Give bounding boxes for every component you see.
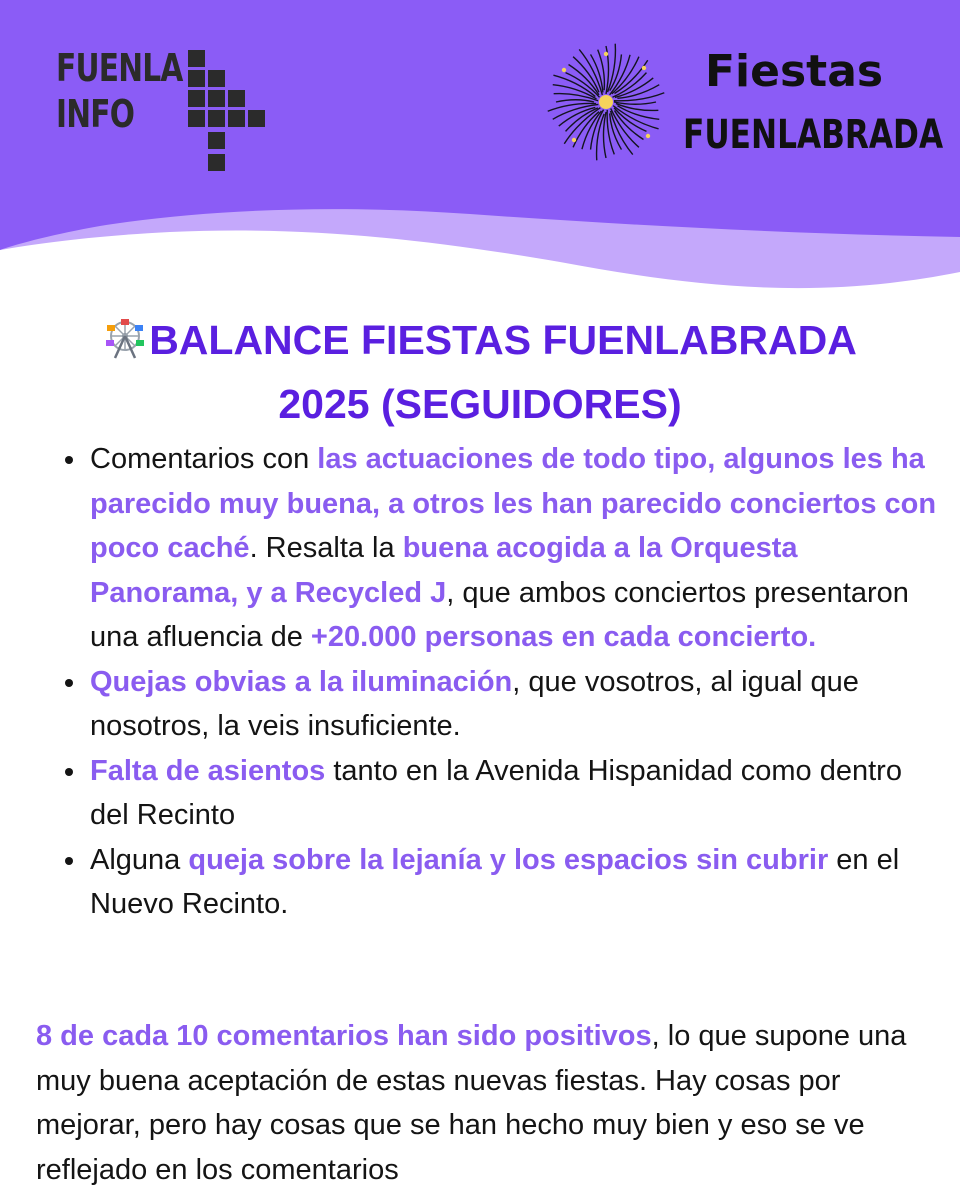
point-text: tanto en la Avenida Hispanidad como dentro del Recinto bbox=[90, 754, 902, 831]
point-text: , que vosotros, al igual que nosotros, la veis insuficiente. bbox=[90, 665, 859, 742]
list-item bbox=[90, 660, 940, 749]
summary-text: , lo que supone una muy buena aceptación de estas nuevas fiestas. Hay cosas por mejorar, pero hay cosas que se han hecho muy bien y eso se ve reflejado en los comentarios bbox=[36, 1020, 907, 1186]
logo-line2: INFO bbox=[56, 92, 135, 136]
point-text: Comentarios con bbox=[90, 443, 318, 475]
list-item bbox=[90, 437, 940, 660]
summary-highlight: 8 de cada 10 comentarios han sido positivos bbox=[36, 1020, 652, 1052]
balance-points-list bbox=[90, 437, 940, 927]
title-text-2: 2025 (SEGUIDORES) bbox=[278, 381, 682, 427]
title-text-1: BALANCE FIESTAS FUENLABRADA bbox=[149, 317, 857, 363]
logo-line1: FUENLA bbox=[56, 46, 183, 90]
summary-paragraph bbox=[36, 1014, 946, 1192]
header-banner bbox=[0, 0, 960, 300]
point-highlight: Quejas obvias a la iluminación bbox=[90, 665, 513, 698]
point-text: en el Nuevo Recinto. bbox=[90, 843, 900, 920]
brand-subtitle: FUENLABRADA bbox=[683, 112, 944, 158]
point-text: , que ambos conciertos presentaron una afluencia de bbox=[90, 576, 909, 653]
fuenla-info-logo bbox=[56, 44, 276, 179]
point-highlight: las actuaciones de todo tipo, algunos les ha parecido muy buena, a otros les han parecido conciertos con poco caché bbox=[90, 443, 937, 564]
list-item bbox=[90, 838, 940, 927]
page-title bbox=[0, 308, 960, 436]
brand-title: Fiestas bbox=[705, 46, 884, 97]
list-item bbox=[90, 749, 940, 838]
point-highlight: queja sobre la lejanía y los espacios sin cubrir bbox=[188, 843, 829, 876]
point-highlight: Falta de asientos bbox=[90, 754, 326, 787]
point-highlight: buena acogida a la Orquesta Panorama, y a Recycled J bbox=[90, 532, 798, 609]
point-text: Alguna bbox=[90, 843, 189, 876]
point-text: . Resalta la bbox=[249, 532, 403, 564]
ferris-wheel-icon bbox=[103, 318, 147, 360]
point-highlight: +20.000 personas en cada concierto. bbox=[310, 621, 817, 653]
title-line-1 bbox=[0, 308, 960, 372]
fireworks-icon bbox=[544, 40, 668, 164]
